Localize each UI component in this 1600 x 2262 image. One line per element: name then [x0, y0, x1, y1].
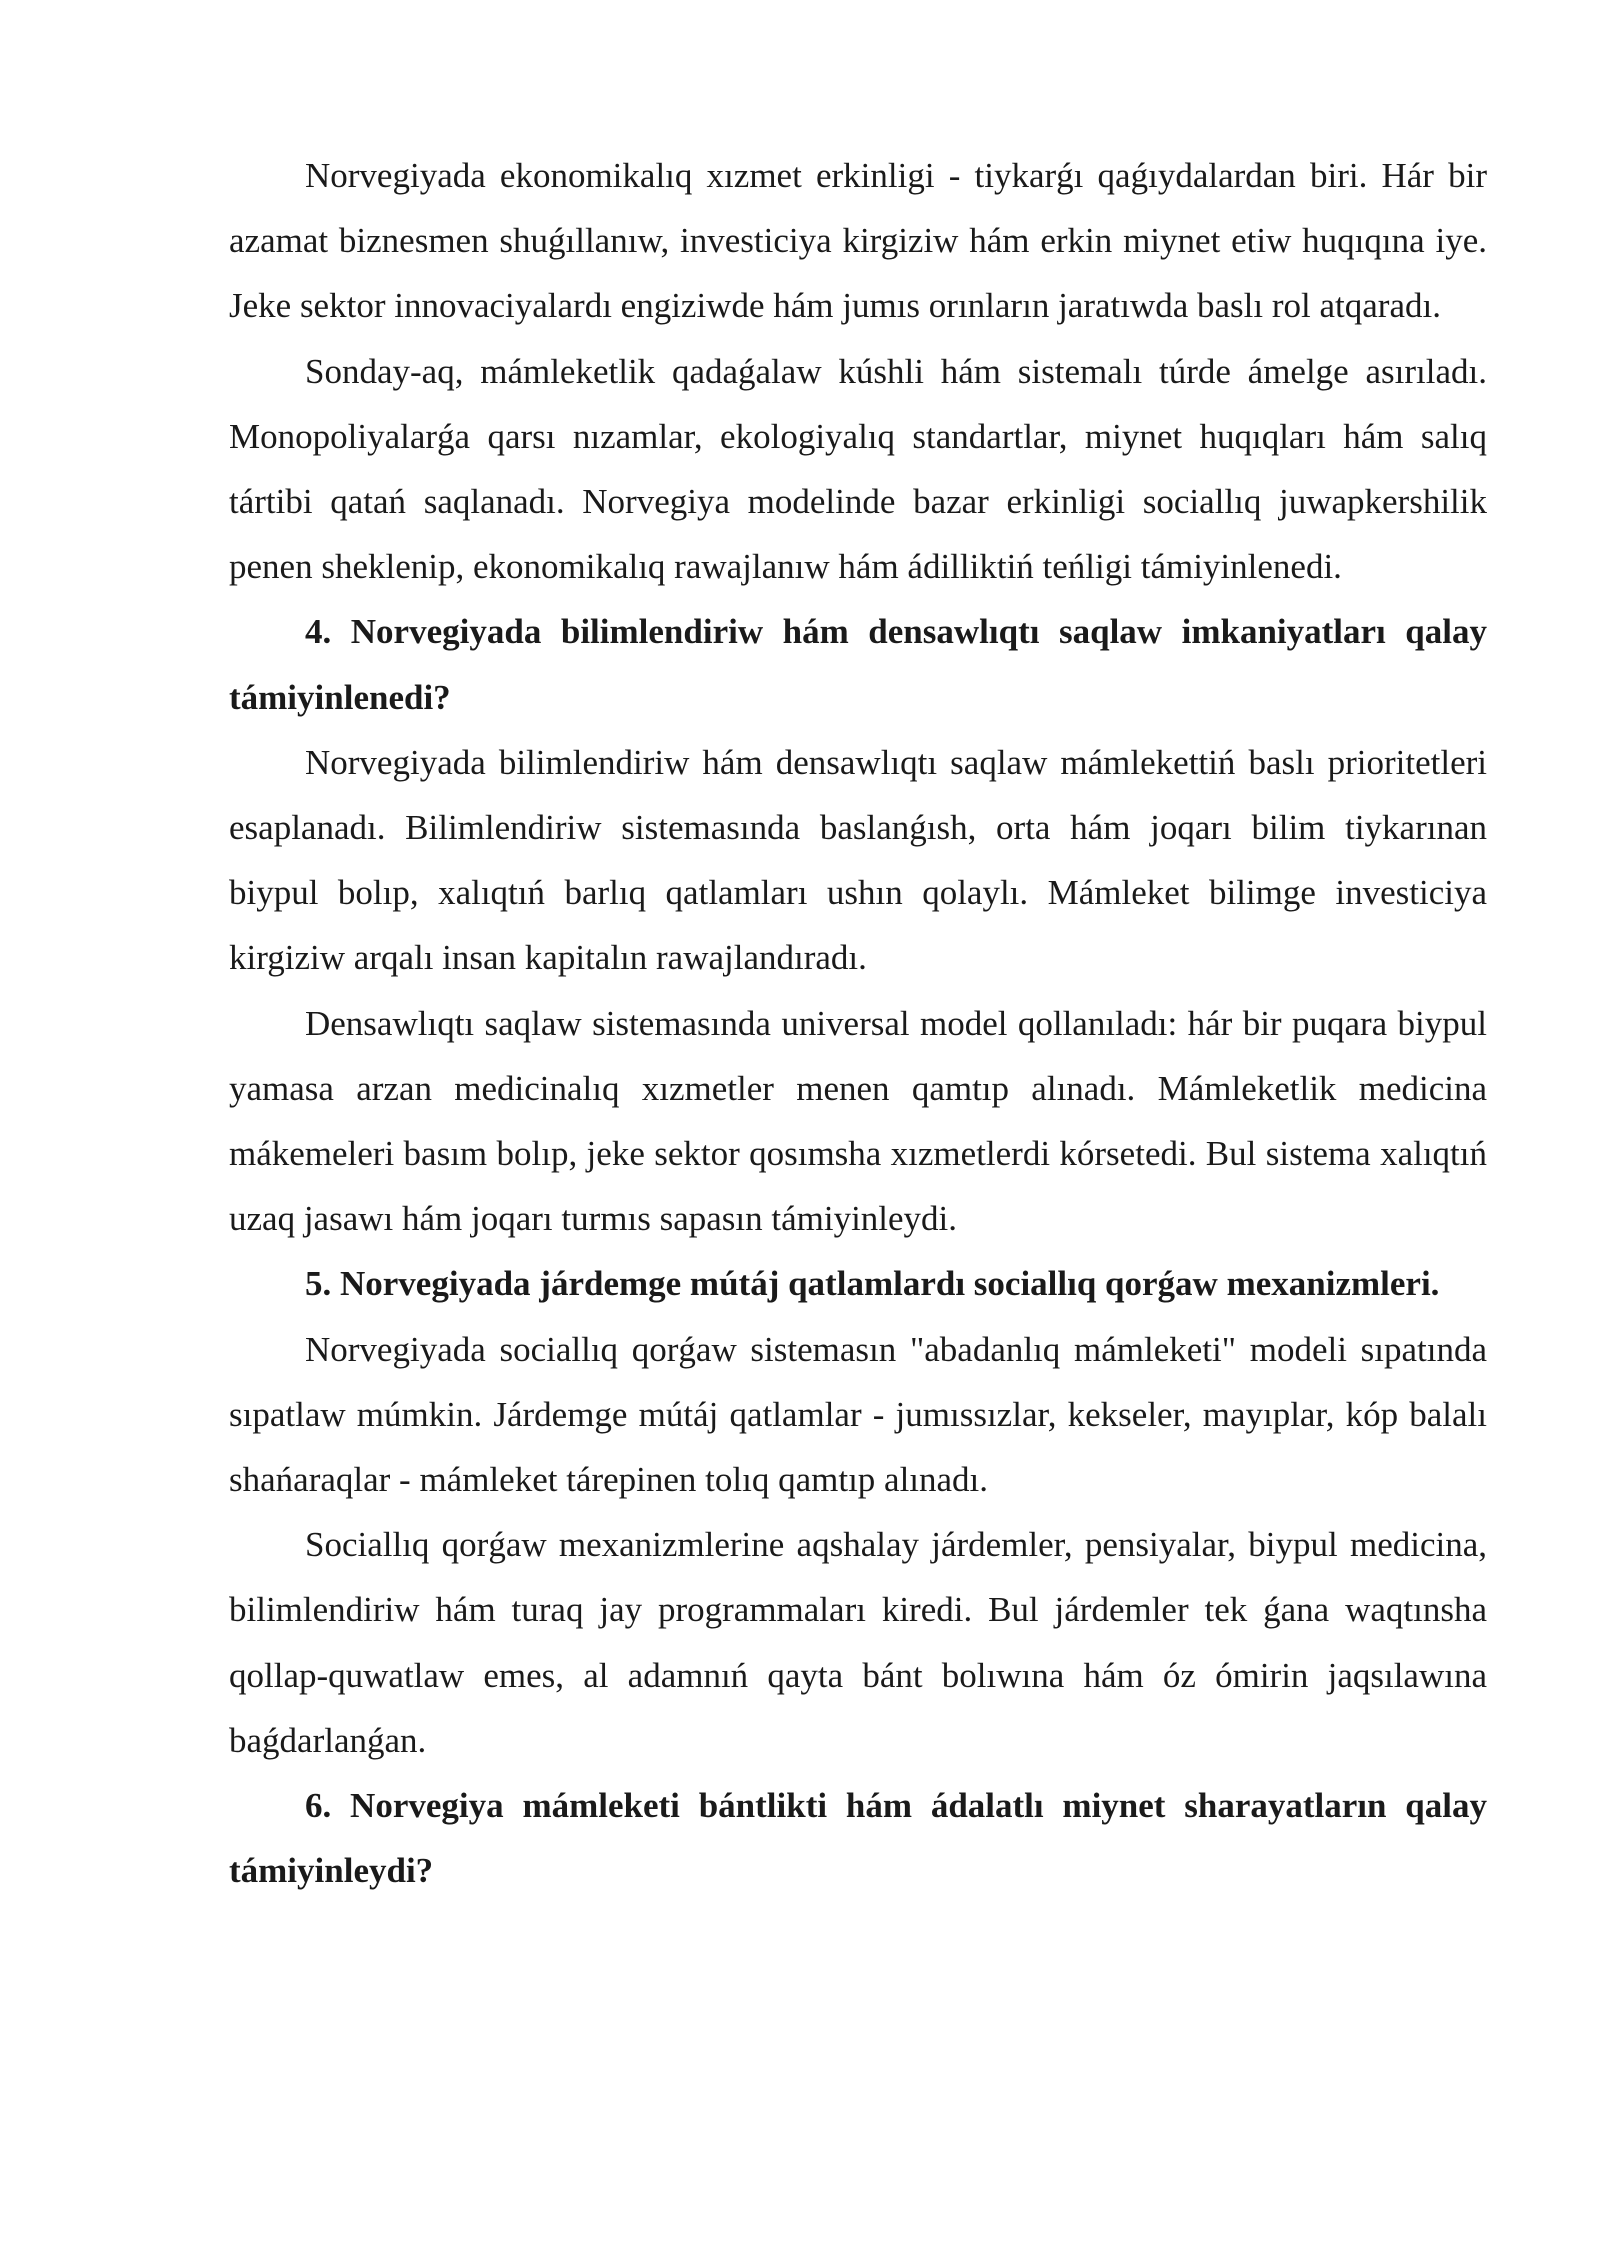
paragraph-social-protection: Norvegiyada sociallıq qorǵaw sistemasın "abadanlıq mámleketi" modeli sıpatında sıpatlaw múmkin. Járdemge mútáj qatlamlar - jumıssızlar, kekseler, mayıplar, kóp balalı shańaraqlar - mámleket tárepinen tolıq qamtıp alınadı.	[229, 1329, 1487, 1500]
paragraph-education: Norvegiyada bilimlendiriw hám densawlıqtı saqlaw mámlekettiń baslı prioritetleri esaplanadı. Bilimlendiriw sistemasında baslanǵısh, orta hám joqarı bilim tiykarınan biypul bolıp, xalıqtıń barlıq qatlamları ushın qolaylı. Mámleket bilimge investiciya kirgiziw arqalı insan kapitalın rawajlandıradı.	[229, 742, 1487, 978]
paragraph-protection-mechanisms: Sociallıq qorǵaw mexanizmlerine aqshalay járdemler, pensiyalar, biypul medicina, bilimlendiriw hám turaq jay programmaları kiredi. Bul járdemler tek ǵana waqtınsha qollap-quwatlaw emes, al adamnıń qayta bánt bolıwına hám óz ómirin jaqsılawına baǵdarlanǵan.	[229, 1525, 1487, 1760]
section-heading-6: 6. Norvegiya mámleketi bántlikti hám ádalatlı miynet sharayatların qalay támiyinleydi?	[229, 1786, 1487, 1891]
section-heading-4: 4. Norvegiyada bilimlendiriw hám densawlıqtı saqlaw imkaniyatları qalay támiyinlenedi?	[229, 612, 1487, 717]
section-heading-5: 5. Norvegiyada járdemge mútáj qatlamlardı sociallıq qorǵaw mexanizmleri.	[305, 1264, 1440, 1304]
paragraph-economic-freedom: Norvegiyada ekonomikalıq xızmet erkinligi - tiykarǵı qaǵıydalardan biri. Hár bir azamat biznesmen shuǵıllanıw, investiciya kirgiziw hám erkin miynet etiw huqıqına iye. Jeke sektor innovaciyalardı engiziwde hám jumıs orınların jaratıwda baslı rol atqaradı.	[229, 156, 1487, 326]
document-page	[229, 143, 1487, 1903]
paragraph-state-regulation: Sonday-aq, mámleketlik qadaǵalaw kúshli hám sistemalı túrde ámelge asırıladı. Monopoliyalarǵa qarsı nızamlar, ekologiyalıq standartlar, miynet huqıqları hám salıq tártibi qatań saqlanadı. Norvegiya modelinde bazar erkinligi sociallıq juwapkershilik penen sheklenip, ekonomikalıq rawajlanıw hám ádilliktiń teńligi támiyinlenedi.	[229, 351, 1487, 587]
paragraph-healthcare: Densawlıqtı saqlaw sistemasında universal model qollanıladı: hár bir puqara biypul yamasa arzan medicinalıq xızmetler menen qamtıp alınadı. Mámleketlik medicina mákemeleri basım bolıp, jeke sektor qosımsha xızmetlerdi kórsetedi. Bul sistema xalıqtıń uzaq jasawı hám joqarı turmıs sapasın támiyinleydi.	[229, 1003, 1487, 1239]
